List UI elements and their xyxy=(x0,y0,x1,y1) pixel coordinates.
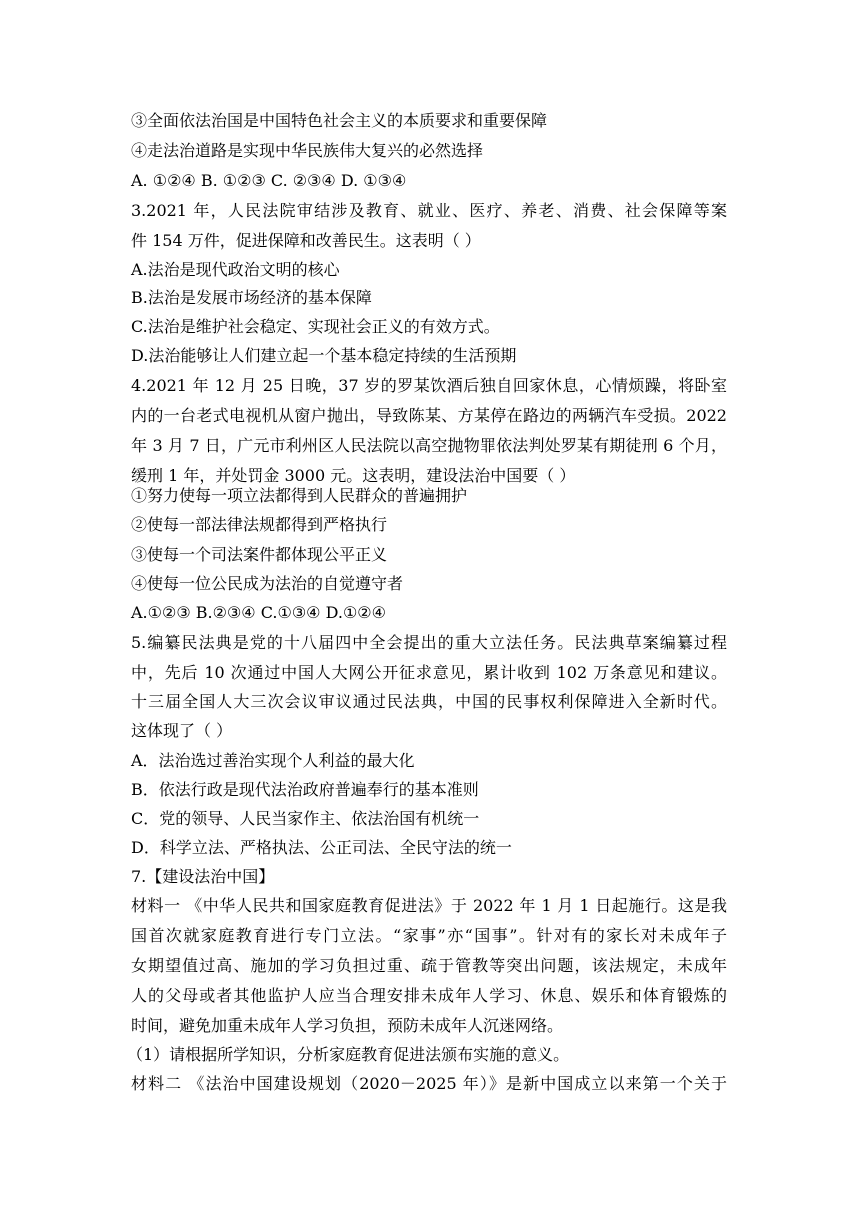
question-4-stem: 4.2021 年 12 月 25 日晚，37 岁的罗某饮酒后独自回家休息，心情烦躁，将卧室 xyxy=(131,376,727,395)
question-5-stem: 这体现了（ ） xyxy=(131,721,233,740)
material-1: 材料一 《中华人民共和国家庭教育促进法》于 2022 年 1 月 1 日起施行。这是我 xyxy=(131,896,727,915)
answer-choices-q2: A. ①②④ B. ①②③ C. ②③④ D. ①③④ xyxy=(131,171,407,190)
statement-4-q4: ④使每一位公民成为法治的自觉遵守者 xyxy=(131,574,404,593)
choice-d-q3: D.法治能够让人们建立起一个基本稳定持续的生活预期 xyxy=(131,346,517,365)
question-7-heading: 7.【建设法治中国】 xyxy=(131,867,275,886)
choice-c-q5: C．党的领导、人民当家作主、依法治国有机统一 xyxy=(131,809,480,828)
question-4-stem: 年 3 月 7 日，广元市利州区人民法院以高空抛物罪依法判处罗某有期徒刑 6 个月， xyxy=(131,436,727,455)
question-3-stem: 3.2021 年，人民法院审结涉及教育、就业、医疗、养老、消费、社会保障等案 xyxy=(131,201,727,220)
statement-3-q4: ③使每一个司法案件都体现公平正义 xyxy=(131,545,388,564)
choice-d-q5: D．科学立法、严格执法、公正司法、全民守法的统一 xyxy=(131,838,512,857)
choice-a-q5: A．法治选过善治实现个人利益的最大化 xyxy=(131,751,415,770)
question-3-stem: 件 154 万件，促进保障和改善民生。这表明（ ） xyxy=(131,231,481,250)
material-1: 人的父母或者其他监护人应当合理安排未成年人学习、休息、娱乐和体育锻炼的 xyxy=(131,986,727,1005)
answer-choices-q4: A.①②③ B.②③④ C.①③④ D.①②④ xyxy=(131,603,386,622)
material-1: 时间，避免加重未成年人学习负担，预防未成年人沉迷网络。 xyxy=(131,1016,564,1035)
statement-2-q4: ②使每一部法律法规都得到严格执行 xyxy=(131,515,388,534)
question-5-stem: 5.编纂民法典是党的十八届四中全会提出的重大立法任务。民法典草案编纂过程 xyxy=(131,633,727,652)
statement-1-q4: ①努力使每一项立法都得到人民群众的普遍拥护 xyxy=(131,486,468,505)
material-1: 国首次就家庭教育进行专门立法。“家事”亦“国事”。针对有的家长对未成年子 xyxy=(131,926,727,945)
question-5-stem: 十三届全国人大三次会议审议通过民法典，中国的民事权利保障进入全新时代。 xyxy=(131,692,727,711)
choice-b-q5: B．依法行政是现代法治政府普遍奉行的基本准则 xyxy=(131,780,479,799)
choice-c-q3: C.法治是维护社会稳定、实现社会正义的有效方式。 xyxy=(131,317,500,336)
choice-b-q3: B.法治是发展市场经济的基本保障 xyxy=(131,288,372,307)
sub-question-1: （1）请根据所学知识，分析家庭教育促进法颁布实施的意义。 xyxy=(127,1045,570,1064)
choice-a-q3: A.法治是现代政治文明的核心 xyxy=(131,260,340,279)
question-4-stem: 内的一台老式电视机从窗户抛出，导致陈某、方某停在路边的两辆汽车受损。2022 xyxy=(131,406,727,425)
question-5-stem: 中，先后 10 次通过中国人大网公开征求意见，累计收到 102 万条意见和建议。 xyxy=(131,663,727,682)
option-statement-4: ④走法治道路是实现中华民族伟大复兴的必然选择 xyxy=(131,141,484,160)
question-4-stem: 缓刑 1 年，并处罚金 3000 元。这表明，建设法治中国要（ ） xyxy=(131,466,576,485)
option-statement-3: ③全面依法治国是中国特色社会主义的本质要求和重要保障 xyxy=(131,111,548,130)
material-1: 女期望值过高、施加的学习负担过重、疏于管教等突出问题，该法规定，未成年 xyxy=(131,956,727,975)
material-2: 材料二 《法治中国建设规划（2020－2025 年）》是新中国成立以来第一个关于 xyxy=(131,1074,727,1093)
